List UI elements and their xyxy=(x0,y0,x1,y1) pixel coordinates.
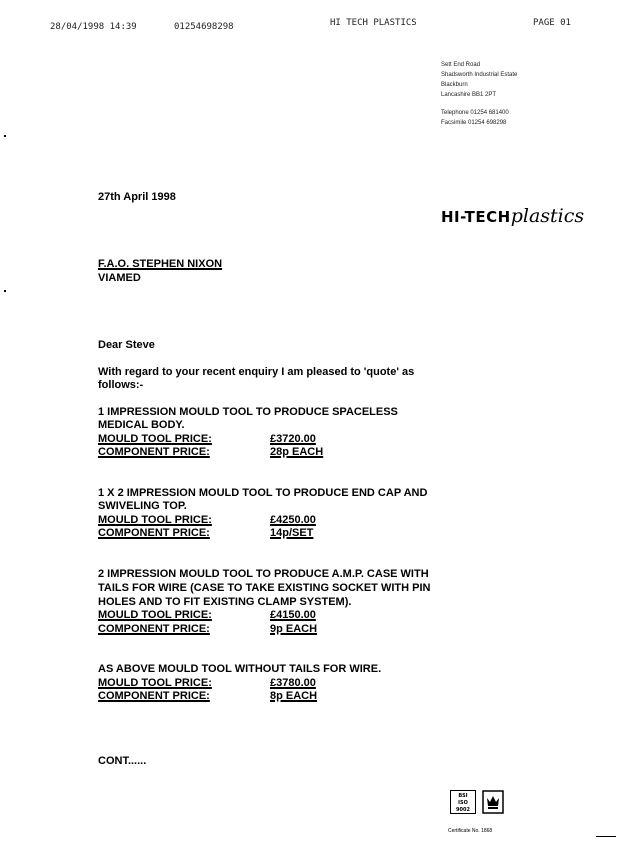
certificate-number: Certificate No. 1868 xyxy=(448,828,493,834)
address-line: Shadsworth Industrial Estate xyxy=(441,72,518,78)
scan-speck xyxy=(4,135,6,137)
component-price-value: 8p EACH xyxy=(270,690,318,702)
logo-hitech-text: HI-TECH xyxy=(441,208,511,226)
fax-date-time: 28/04/1998 14:39 xyxy=(50,22,137,32)
letter-date: 27th April 1998 xyxy=(98,191,176,203)
fax-number: 01254698298 xyxy=(174,22,234,32)
quote-title: 2 IMPRESSION MOULD TOOL TO PRODUCE A.M.P. CASE WITH xyxy=(98,568,429,580)
fax-header xyxy=(0,18,630,38)
address-line: Sett End Road xyxy=(441,62,481,68)
mould-price-row xyxy=(98,514,316,526)
badge-line: ISO 9002 xyxy=(456,800,470,813)
mould-price-row xyxy=(98,433,316,445)
certification-badge xyxy=(450,790,512,838)
component-price-row xyxy=(98,527,313,539)
quote-title: TAILS FOR WIRE (CASE TO TAKE EXISTING SOCKET WITH PIN xyxy=(98,582,431,594)
quote-title: AS ABOVE MOULD TOOL WITHOUT TAILS FOR WIRE. xyxy=(98,663,382,675)
salutation: Dear Steve xyxy=(98,339,155,351)
scan-speck xyxy=(596,836,616,837)
fao-line: F.A.O. STEPHEN NIXON xyxy=(98,258,223,270)
mould-price-label: MOULD TOOL PRICE: xyxy=(98,514,212,526)
mould-price-label: MOULD TOOL PRICE: xyxy=(98,433,212,445)
logo-plastics-text: plastics xyxy=(510,205,585,227)
mould-price-label: MOULD TOOL PRICE: xyxy=(98,677,212,689)
component-price-row xyxy=(98,446,323,458)
badge-line: BSI xyxy=(458,793,468,799)
component-price-label: COMPONENT PRICE: xyxy=(98,446,210,458)
component-price-label: COMPONENT PRICE: xyxy=(98,527,210,539)
component-price-value: 14p/SET xyxy=(270,527,314,539)
quote-title: 1 X 2 IMPRESSION MOULD TOOL TO PRODUCE END CAP AND xyxy=(98,487,428,499)
recipient-company: VIAMED xyxy=(98,272,141,284)
component-price-row xyxy=(98,690,317,702)
fax-page-number: PAGE 01 xyxy=(533,18,571,28)
mould-price-label: MOULD TOOL PRICE: xyxy=(98,609,212,621)
mould-price-row xyxy=(98,609,316,621)
quote-title: MEDICAL BODY. xyxy=(98,419,185,431)
mould-price-value: £3780.00 xyxy=(270,677,316,689)
mould-price-value: £4250.00 xyxy=(270,514,316,526)
company-logo xyxy=(441,205,584,227)
bsi-badge xyxy=(450,790,476,814)
quote-title: SWIVELING TOP. xyxy=(98,500,187,512)
intro-line: With regard to your recent enquiry I am pleased to 'quote' as xyxy=(98,366,415,378)
quote-title: 1 IMPRESSION MOULD TOOL TO PRODUCE SPACELESS xyxy=(98,406,398,418)
mould-price-value: £3720.00 xyxy=(270,433,316,445)
component-price-value: 28p EACH xyxy=(270,446,324,458)
crown-icon xyxy=(482,790,504,814)
quote-title: HOLES AND TO FIT EXISTING CLAMP SYSTEM). xyxy=(98,596,352,608)
mould-price-value: £4150.00 xyxy=(270,609,316,621)
sender-address xyxy=(441,60,571,128)
fax-company: HI TECH PLASTICS xyxy=(330,18,417,28)
component-price-value: 9p EACH xyxy=(270,623,318,635)
component-price-row xyxy=(98,623,317,635)
address-line: Lancashire BB1 2PT xyxy=(441,92,497,98)
component-price-label: COMPONENT PRICE: xyxy=(98,690,210,702)
mould-price-row xyxy=(98,677,316,689)
intro-line: follows:- xyxy=(98,379,144,391)
facsimile-line: Facsimile 01254 698298 xyxy=(441,120,507,126)
continued-marker: CONT...... xyxy=(98,755,147,767)
address-line: Blackburn xyxy=(441,82,468,88)
component-price-label: COMPONENT PRICE: xyxy=(98,623,210,635)
scan-speck xyxy=(4,290,6,292)
telephone-line: Telephone 01254 681400 xyxy=(441,110,509,116)
